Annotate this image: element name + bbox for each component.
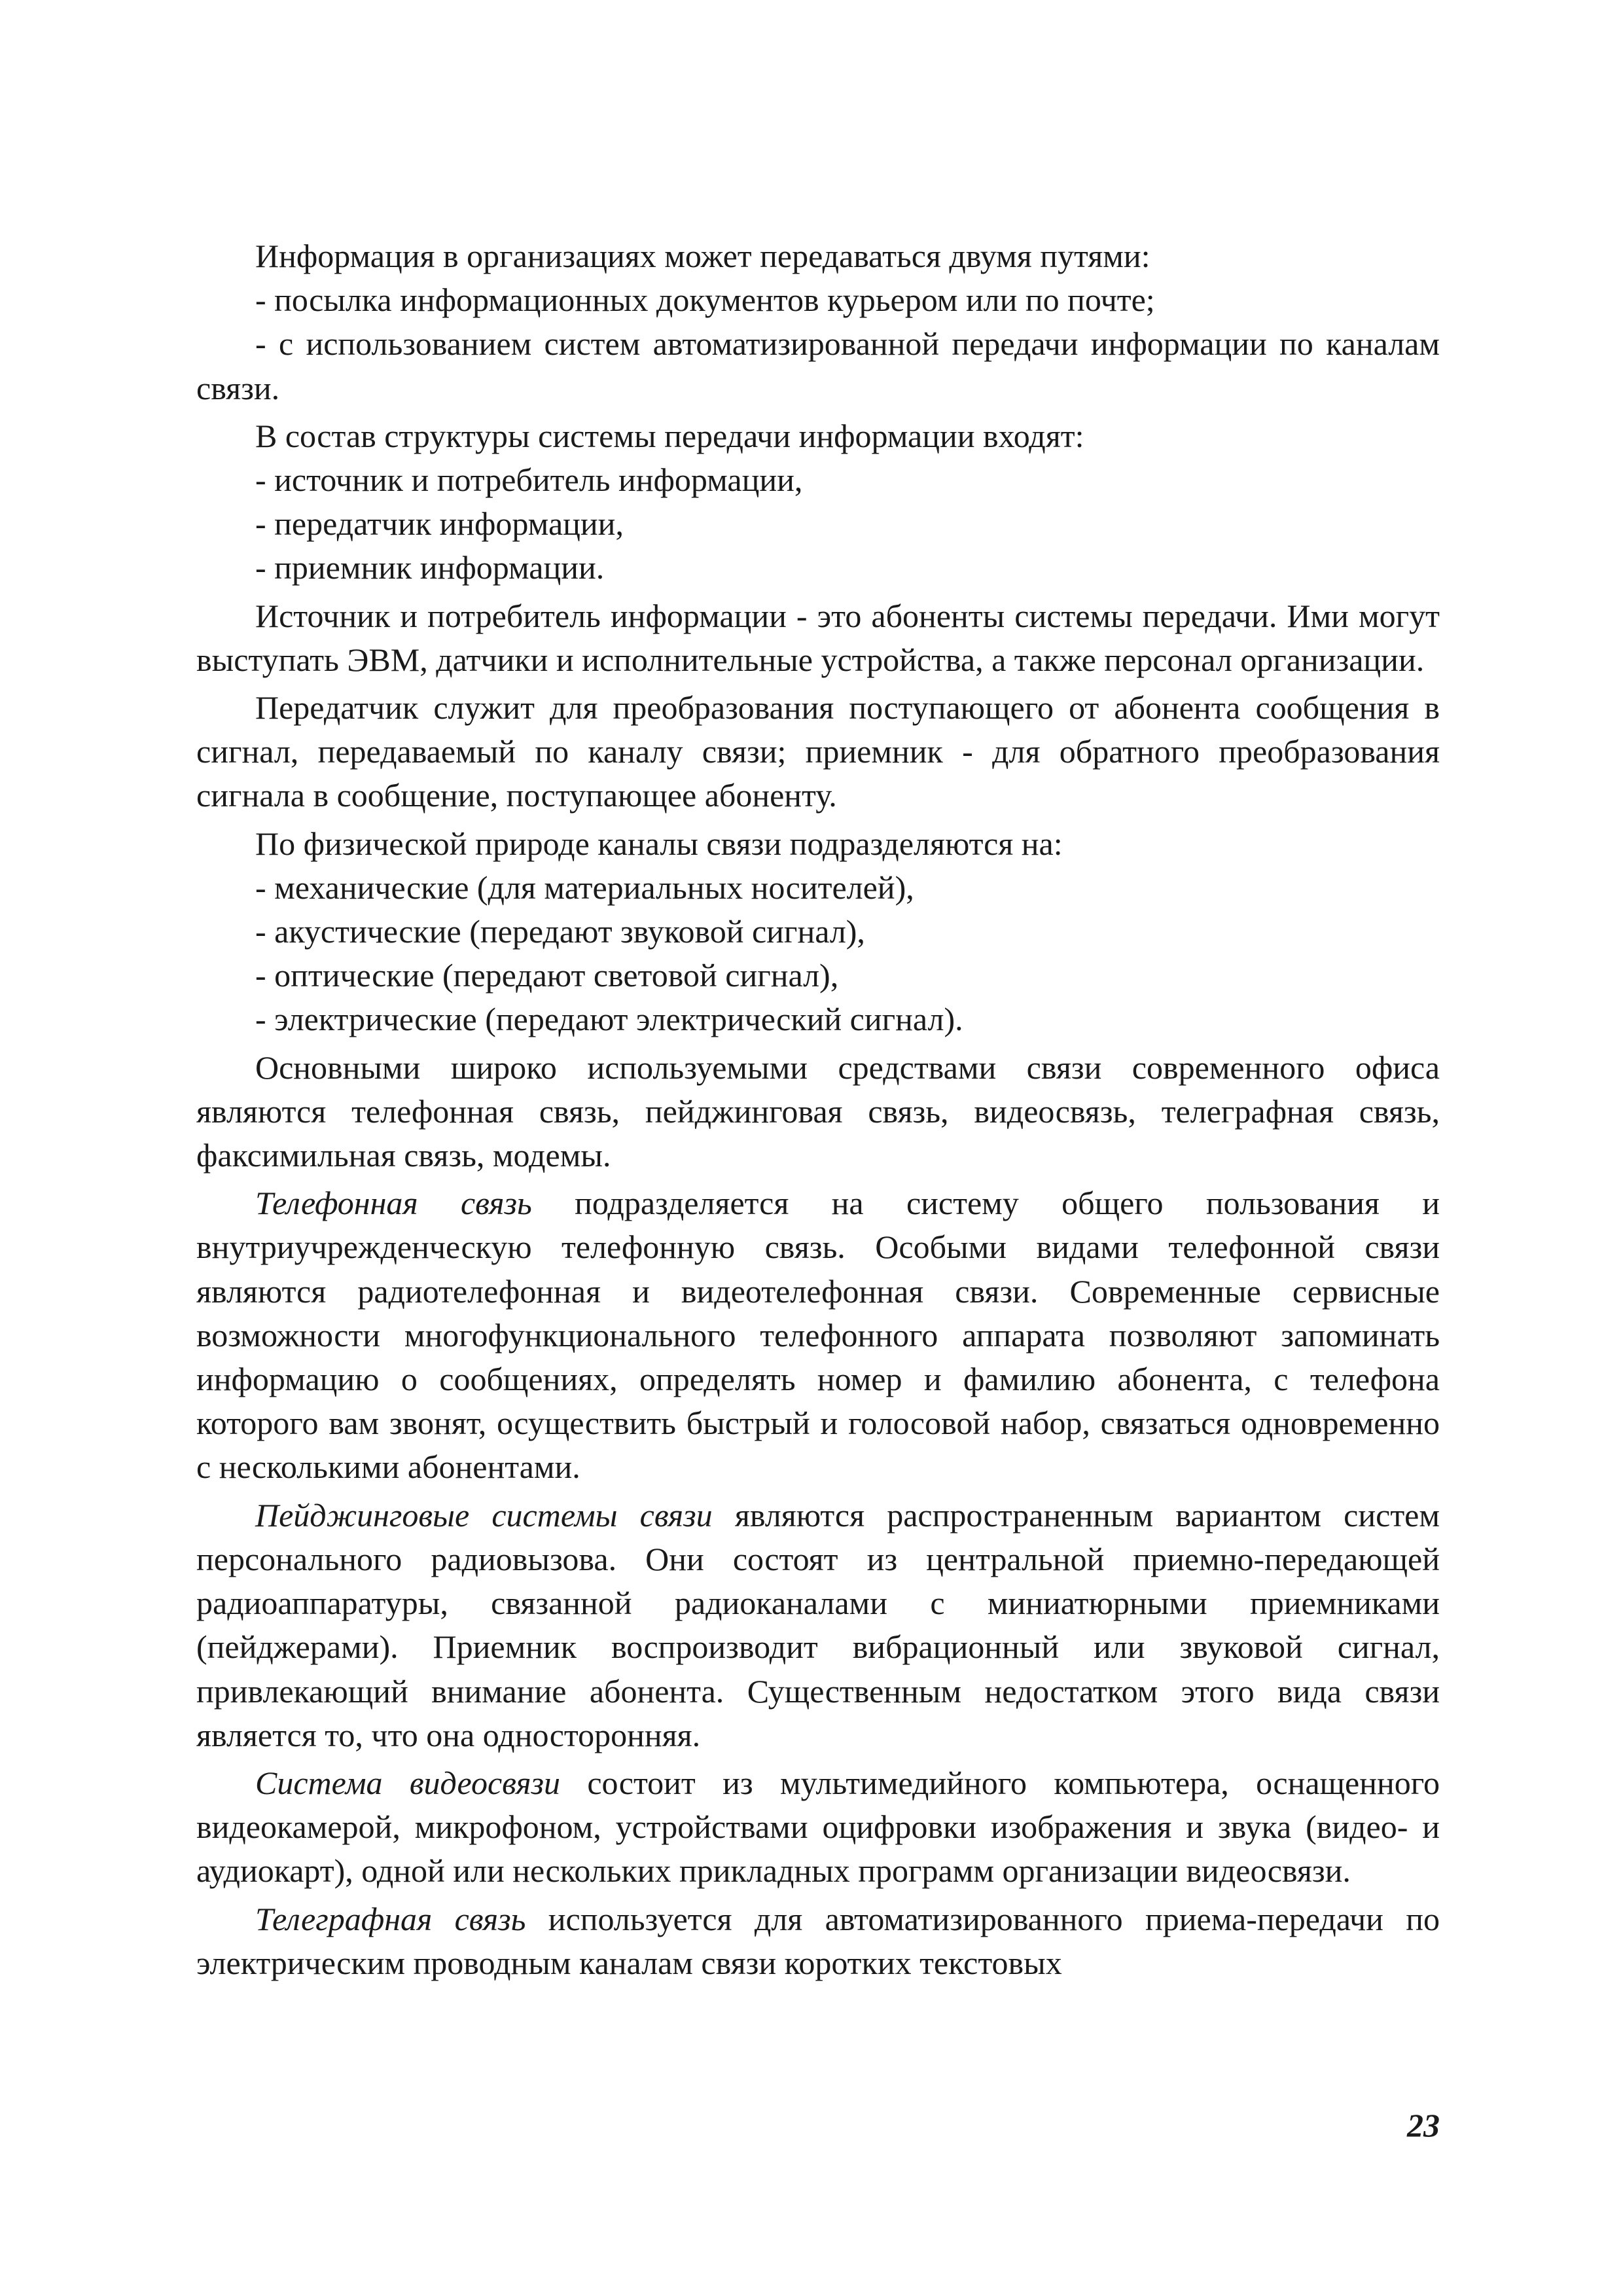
page-number: 23 [1407,2107,1440,2144]
list-item: - с использованием систем автоматизированной передачи информации по каналам связи. [196,325,1440,406]
term-italic: Система видеосвязи [255,1764,560,1801]
list-item: - источник и потребитель информации, [255,461,803,499]
paragraph-text: состоит из мультимедийного компьютера, оснащенного видеокамерой, микрофоном, устройствами оцифровки изображения и звука (видео- и аудиокарт), одной или нескольких прикладных программ организации видеосвязи. [196,1764,1440,1890]
term-italic: Телефонная связь [255,1185,532,1222]
paragraph: Источник и потребитель информации - это абоненты системы передачи. Ими могут выступать ЭВМ, датчики и исполнительные устройства, а также персонал организации. [196,597,1440,678]
list-item: - электрические (передают электрический сигнал). [255,1001,963,1038]
paragraph-text: подразделяется на систему общего пользования и внутриучрежденческую телефонную связь. Особыми видами телефонной связи являются радиотелефонная и видеотелефонная связи. Современные сервисные возможности многофункционального телефонного аппарата позволяют запоминать информацию о сообщениях, определять номер и фамилию абонента, с телефона которого вам звонят, осуществить быстрый и голосовой набор, связаться одновременно с несколькими абонентами. [196,1185,1440,1486]
list-item: - посылка информационных документов курьером или по почте; [255,281,1155,319]
term-italic: Телеграфная связь [255,1900,526,1937]
term-italic: Пейджинговые системы связи [255,1496,713,1534]
paragraph: Передатчик служит для преобразования поступающего от абонента сообщения в сигнал, передаваемый по каналу связи; приемник - для обратного преобразования сигнала в сообщение, поступающее абоненту. [196,689,1440,814]
list-item: - механические (для материальных носителей), [255,869,914,906]
paragraph-text: используется для автоматизированного приема-передачи по электрическим проводным каналам связи коротких текстовых [196,1900,1440,1981]
paragraph-video [196,1761,1440,1893]
paragraph: Информация в организациях может передаваться двумя путями: [255,238,1150,274]
list-item: - приемник информации. [255,549,605,586]
paragraph: По физической природе каналы связи подразделяются на: [255,825,1063,862]
list-item: - оптические (передают световой сигнал), [255,957,839,994]
paragraph-text: являются распространенным вариантом систем персонального радиовызова. Они состоят из центральной приемно-передающей радиоаппаратуры, связанной радиоканалами с миниатюрными приемниками (пейджерами). Приемник воспроизводит вибрационный или звуковой сигнал, привлекающий внимание абонента. Существенным недостатком этого вида связи является то, что она односторонняя. [196,1496,1440,1753]
paragraph: В состав структуры системы передачи информации входят: [255,417,1084,454]
list-item: - передатчик информации, [255,505,624,543]
paragraph-telephone [196,1181,1440,1489]
paragraph: Основными широко используемыми средствами связи современного офиса являются телефонная связь, пейджинговая связь, видеосвязь, телеграфная связь, факсимильная связь, модемы. [196,1049,1440,1174]
paragraph-paging [196,1494,1440,1757]
list-item: - акустические (передают звуковой сигнал), [255,913,865,950]
body-text [196,234,1440,1985]
paragraph-telegraph [196,1897,1440,1985]
